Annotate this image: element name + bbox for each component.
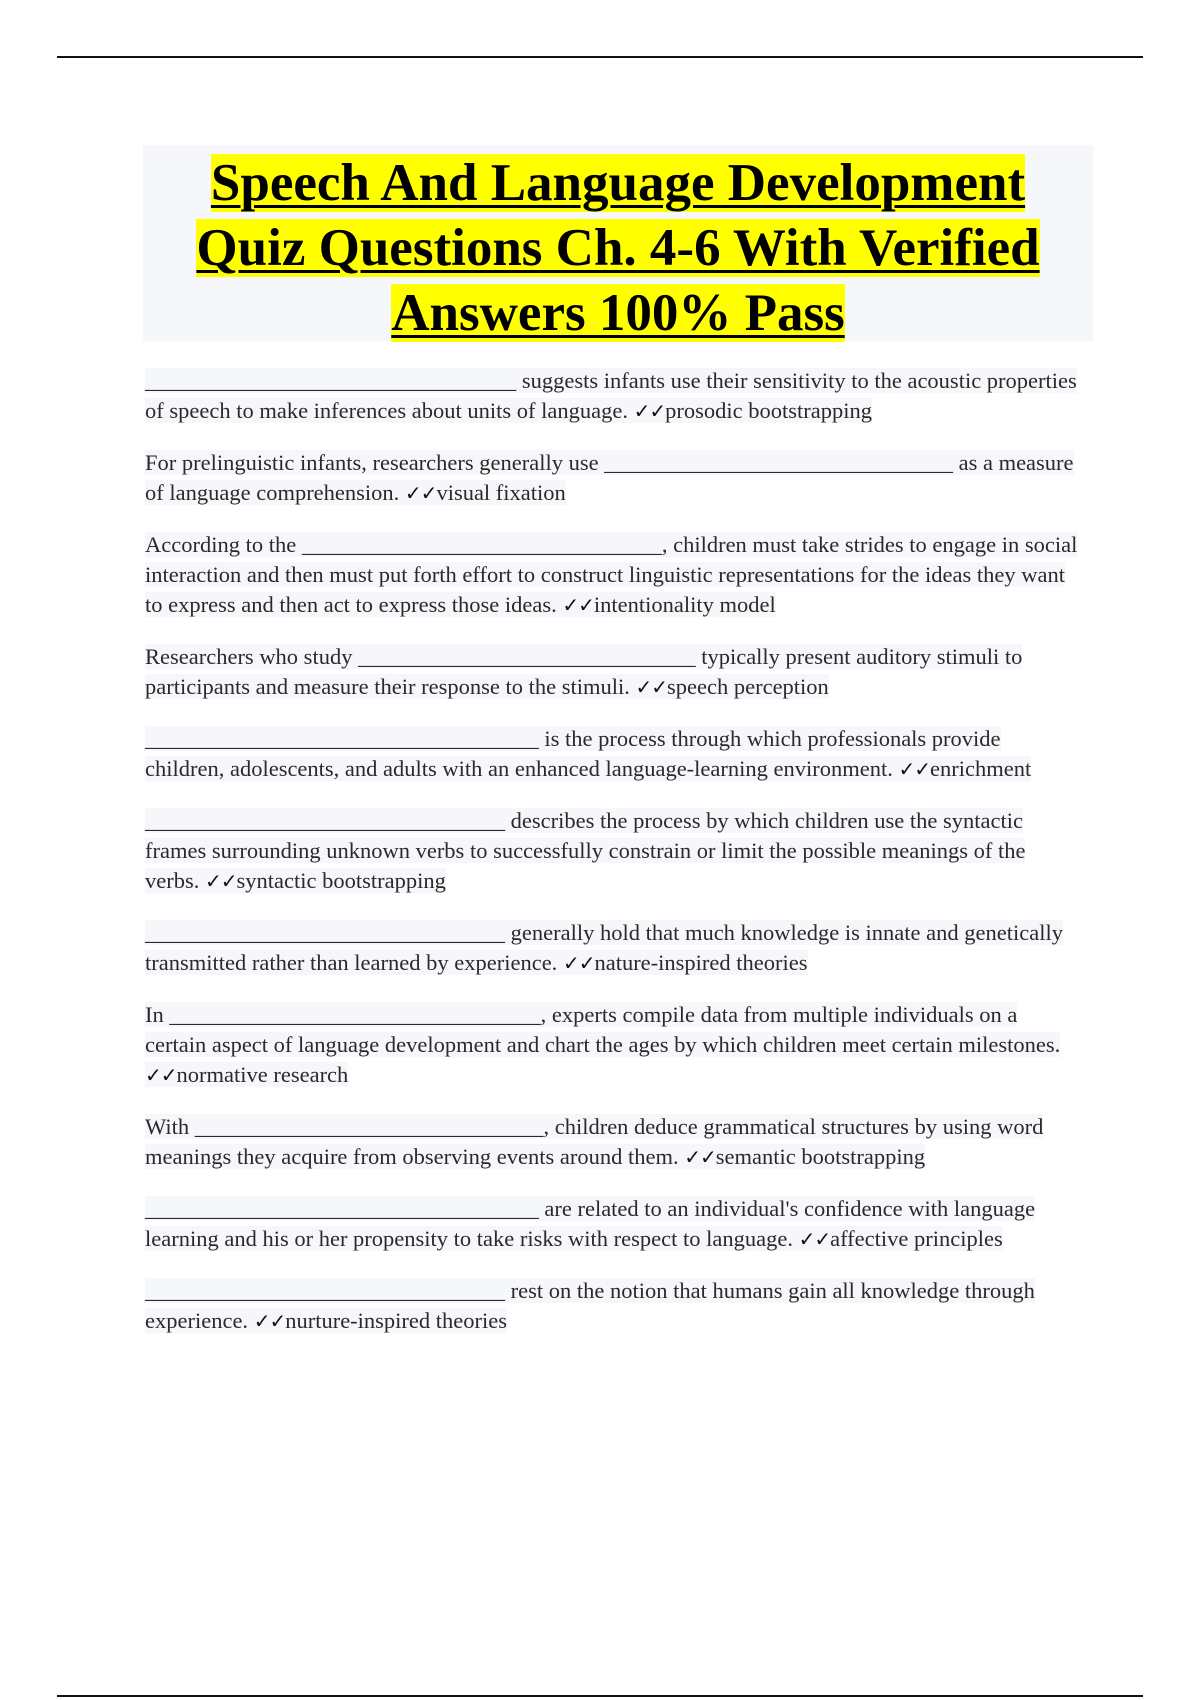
question-text-before: According to the <box>145 532 302 557</box>
answer-text: speech perception <box>667 674 829 699</box>
question-text-before: With <box>145 1114 195 1139</box>
check-icon: ✓✓ <box>145 1063 177 1087</box>
check-icon: ✓✓ <box>253 1309 286 1333</box>
question-item <box>145 530 1080 620</box>
check-icon: ✓✓ <box>635 675 668 699</box>
question-text-before: For prelinguistic infants, researchers generally use <box>145 450 605 475</box>
title-line: Quiz Questions Ch. 4-6 With Verified <box>196 219 1040 277</box>
answer-blank: _________________________________ <box>169 1002 541 1027</box>
question-item <box>145 1112 1080 1172</box>
question-text-after: are related to an individual's confidence with language learning and his or her propensity to take risks with respect to language. <box>145 1196 1036 1251</box>
question-item <box>145 366 1080 426</box>
question-text-after: generally hold that much knowledge is innate and genetically transmitted rather than learned by experience. <box>145 920 1063 975</box>
title-line: Answers 100% Pass <box>391 284 845 342</box>
document-title <box>143 145 1093 346</box>
question-text-after: typically present auditory stimuli to participants and measure their response to the stimuli. <box>145 644 1023 699</box>
check-icon: ✓✓ <box>798 1227 831 1251</box>
question-item <box>145 724 1080 784</box>
answer-blank: ______________________________ <box>358 644 696 669</box>
answer-text: nurture-inspired theories <box>285 1308 508 1333</box>
question-text-after: , children must take strides to engage in social interaction and then must put forth effort to construct linguistic representations for the ideas they want to express and then act to express those ideas. <box>145 532 1078 617</box>
answer-blank: ___________________________________ <box>145 1196 539 1221</box>
question-text-after: , children deduce grammatical structures by using word meanings they acquire from observing events around them. <box>145 1114 1044 1169</box>
check-icon: ✓✓ <box>684 1145 716 1169</box>
question-item <box>145 642 1080 702</box>
answer-blank: ___________________________________ <box>145 726 539 751</box>
title-block <box>143 145 1093 341</box>
title-line: Speech And Language Development <box>210 154 1026 212</box>
check-icon: ✓✓ <box>633 399 666 423</box>
check-icon: ✓✓ <box>205 869 237 893</box>
top-rule <box>57 56 1143 58</box>
answer-text: enrichment <box>930 756 1032 781</box>
question-text-after: is the process through which professionals provide children, adolescents, and adults with an enhanced language-learning environment. <box>145 726 1001 781</box>
question-item <box>145 1194 1080 1254</box>
answer-blank: ________________________________ <box>145 808 505 833</box>
question-text-after: suggests infants use their sensitivity to the acoustic properties of speech to make inferences about units of language. <box>145 368 1077 423</box>
question-item <box>145 448 1080 508</box>
question-item <box>145 806 1080 896</box>
question-text-after: as a measure of language comprehension. <box>145 450 1074 505</box>
answer-blank: ________________________________ <box>145 1278 505 1303</box>
question-text-before: In <box>145 1002 170 1027</box>
answer-text: syntactic bootstrapping <box>236 868 446 893</box>
question-item <box>145 918 1080 978</box>
answer-text: intentionality model <box>593 592 776 617</box>
answer-blank: _______________________________ <box>194 1114 544 1139</box>
answer-blank: _________________________________ <box>145 368 517 393</box>
question-list <box>145 366 1080 1336</box>
question-text-before: Researchers who study <box>145 644 359 669</box>
answer-blank: ________________________________ <box>145 920 505 945</box>
answer-blank: ________________________________ <box>301 532 662 557</box>
question-text-after: , experts compile data from multiple individuals on a certain aspect of language development and chart the ages by which children meet certain milestones. <box>145 1002 1061 1057</box>
check-icon: ✓✓ <box>562 951 595 975</box>
check-icon: ✓✓ <box>898 757 931 781</box>
answer-text: visual fixation <box>436 480 566 505</box>
answer-text: semantic bootstrapping <box>715 1144 926 1169</box>
answer-text: affective principles <box>830 1226 1003 1251</box>
question-text-after: describes the process by which children use the syntactic frames surrounding unknown verbs to successfully constrain or limit the possible meanings of the verbs. <box>145 808 1026 893</box>
answer-text: prosodic bootstrapping <box>665 398 872 423</box>
check-icon: ✓✓ <box>562 593 594 617</box>
check-icon: ✓✓ <box>404 481 437 505</box>
question-item <box>145 1276 1080 1336</box>
bottom-rule <box>57 1695 1143 1697</box>
question-text-after: rest on the notion that humans gain all knowledge through experience. <box>145 1278 1035 1333</box>
question-item <box>145 1000 1080 1090</box>
answer-text: normative research <box>176 1062 349 1087</box>
answer-text: nature-inspired theories <box>594 950 808 975</box>
answer-blank: _______________________________ <box>604 450 953 475</box>
